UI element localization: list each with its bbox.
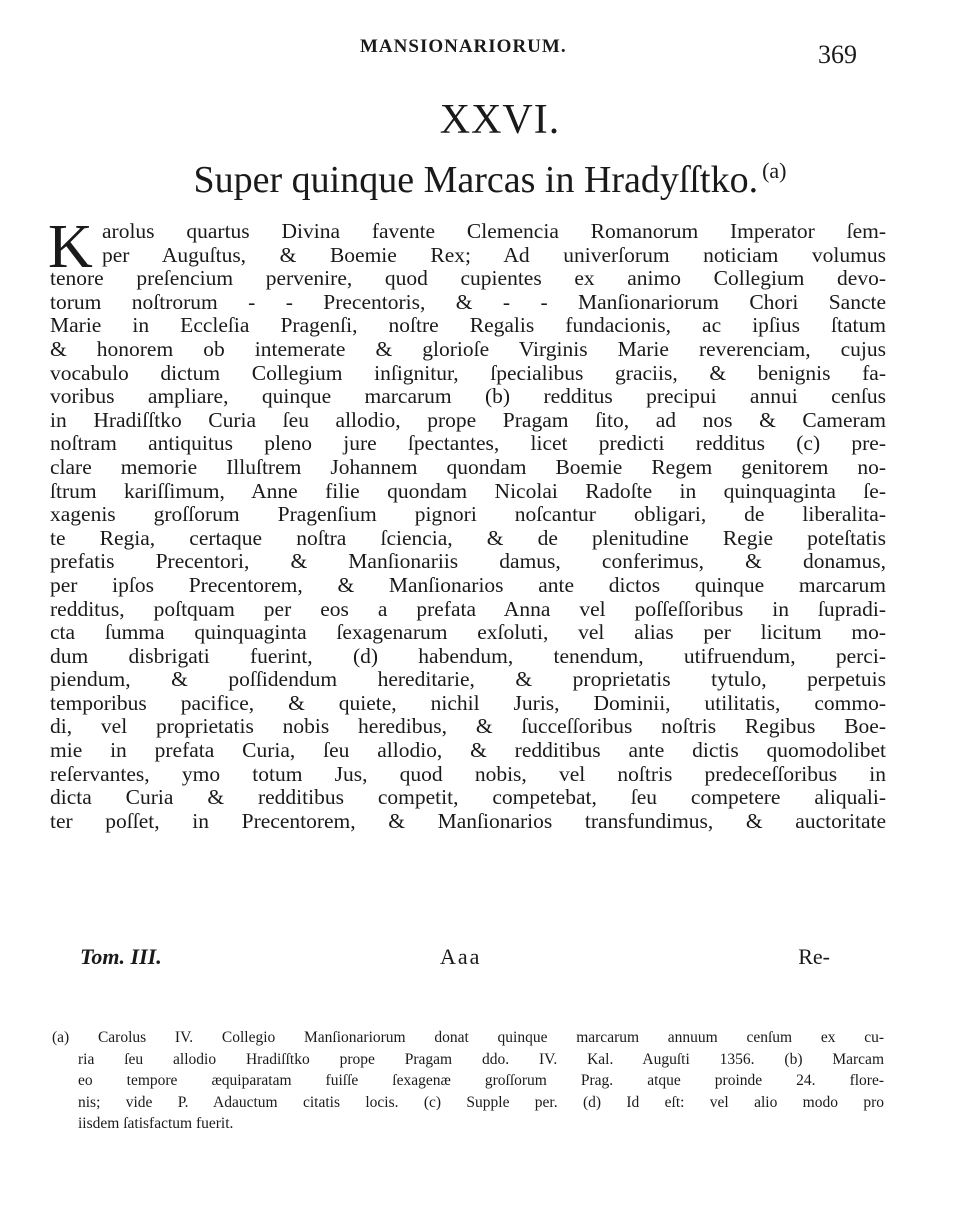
footnote-line: eo tempore æquiparatam fuiſſe ſexagenæ groſſorum Prag. atque proinde 24. flore- <box>78 1072 884 1090</box>
body-line: & honorem ob intemerate & glorioſe Virginis Marie reverenciam, cujus <box>50 336 886 361</box>
footnote-line: (a) Carolus IV. Collegio Manſionariorum donat quinque marcarum annuum cenſum ex cu- <box>52 1029 884 1046</box>
body-line: noſtram antiquitus pleno jure ſpectantes, licet predicti redditus (c) pre- <box>50 431 886 456</box>
volume-signature: Tom. III. <box>80 944 162 969</box>
catchline <box>80 944 830 972</box>
body-line: dum disbrigati fuerint, (d) habendum, tenendum, utifruendum, perci- <box>50 643 886 668</box>
body-line: cta ſumma quinquaginta ſexagenarum exſoluti, vel alias per licitum mo- <box>50 620 886 645</box>
body-line: prefatis Precentori, & Manſionariis damus, conferimus, & donamus, <box>50 549 886 574</box>
footnote-line: ria ſeu allodio Hradiſſtko prope Pragam ddo. IV. Kal. Auguſti 1356. (b) Marcam <box>78 1050 884 1068</box>
body-line: arolus quartus Divina favente Clemencia Romanorum Imperator ſem- <box>102 219 886 243</box>
body-line: tenore preſencium pervenire, quod cupientes ex animo Collegium devo- <box>50 266 886 291</box>
catchword: Re- <box>798 944 830 969</box>
footnote-line: iisdem ſatisfactum fuerit. <box>78 1115 234 1133</box>
body-line: di, vel proprietatis nobis heredibus, & ſucceſſoribus noſtris Regibus Boe- <box>50 714 886 739</box>
body-line: voribus ampliare, quinque marcarum (b) redditus precipui annui cenſus <box>50 384 886 409</box>
body-line: dicta Curia & redditibus competit, competebat, ſeu competere aliquali- <box>50 785 886 810</box>
body-line: ſtrum kariſſimum, Anne filie quondam Nicolai Radoſte in quinquaginta ſe- <box>50 478 886 503</box>
chapter-title-text: Super quinque Marcas in Hradyſſtko. <box>193 159 759 201</box>
footnote-line: nis; vide P. Adauctum citatis locis. (c) Supple per. (d) Id eſt: vel alio modo pro <box>78 1093 884 1111</box>
body-line: piendum, & poſſidendum hereditarie, & proprietatis tytulo, perpetuis <box>50 667 886 692</box>
footnote-reference-a: (a) <box>762 158 787 184</box>
body-line: per Auguſtus, & Boemie Rex; Ad univerſorum noticiam volumus <box>102 242 886 267</box>
body-line: mie in prefata Curia, ſeu allodio, & redditibus ante dictis quomodolibet <box>50 738 886 763</box>
body-line: xagenis groſſorum Pragenſium pignori noſcantur obligari, de liberalita- <box>50 502 886 527</box>
drop-cap: K <box>48 213 93 281</box>
body-line: reſervantes, ymo totum Jus, quod nobis, vel noſtris predeceſſoribus in <box>50 761 886 786</box>
body-line: in Hradiſſtko Curia ſeu allodio, prope Pragam ſito, ad nos & Cameram <box>50 407 886 432</box>
running-title: MANSIONARIORUM. <box>360 36 567 57</box>
body-line: te Regia, certaque noſtra ſciencia, & de plenitudine Regie poteſtatis <box>50 525 886 550</box>
body-line: temporibus pacifice, & quiete, nichil Juris, Dominii, utilitatis, commo- <box>50 690 886 715</box>
footnotes <box>52 1027 884 1135</box>
body-line: Marie in Eccleſia Pragenſi, noſtre Regalis fundacionis, ac ipſius ſtatum <box>50 313 886 338</box>
running-head <box>0 36 960 69</box>
body-line: ter poſſet, in Precentorem, & Manſionarios transfundimus, & auctoritate <box>50 808 886 833</box>
body-line: vocabulo dictum Collegium inſignitur, ſpecialibus graciis, & benignis fa- <box>50 360 886 385</box>
body-line: redditus, poſtquam per eos a prefata Anna vel poſſeſſoribus in ſupradi- <box>50 596 886 621</box>
body-line: per ipſos Precentorem, & Manſionarios ante dictos quinque marcarum <box>50 572 886 597</box>
chapter-number: XXVI. <box>439 97 561 143</box>
chapter-title <box>130 158 850 202</box>
document-body <box>48 213 886 833</box>
body-line: clare memorie Illuſtrem Johannem quondam Boemie Regem genitorem no- <box>50 454 886 479</box>
page-number: 369 <box>818 40 857 69</box>
body-line: torum noſtrorum - - Precentoris, & - - Manſionariorum Chori Sancte <box>50 289 886 314</box>
sheet-mark: Aaa <box>440 944 482 969</box>
